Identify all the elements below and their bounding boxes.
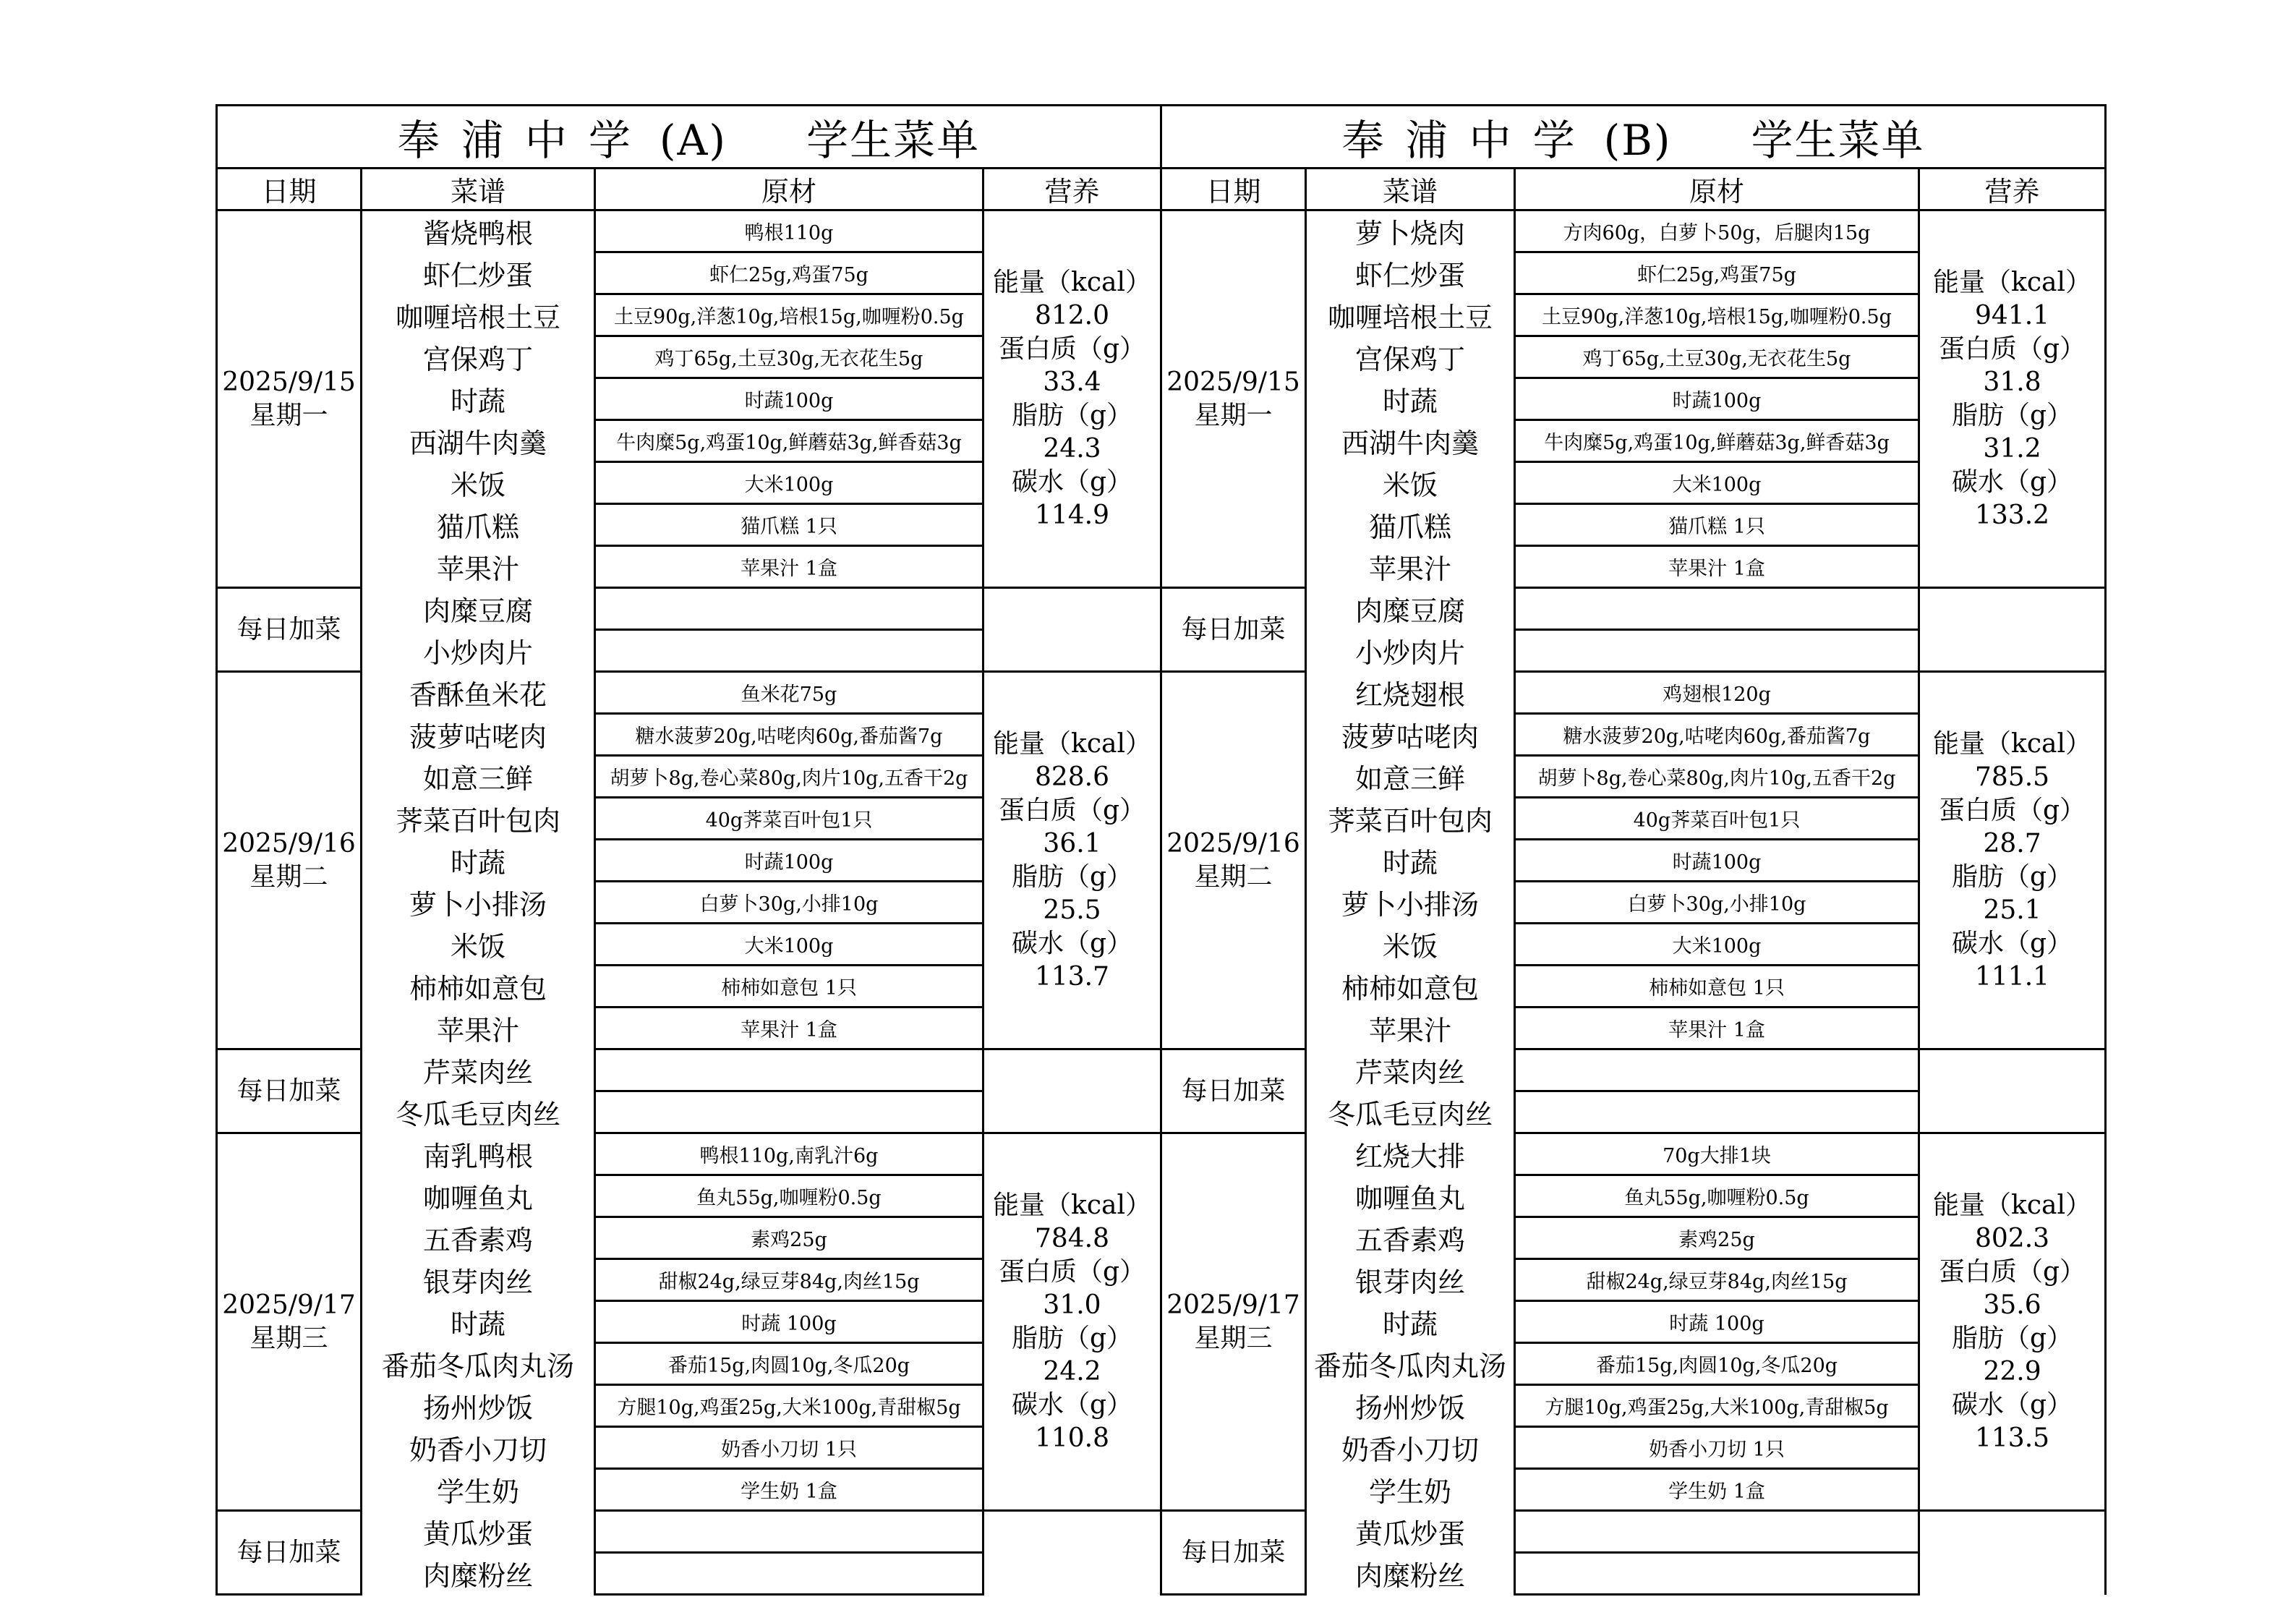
extra-ingredients bbox=[595, 1091, 983, 1133]
extra-row bbox=[217, 1511, 1161, 1553]
fat-value: 25.1 bbox=[1983, 895, 2041, 925]
dish-ingredients: 甜椒24g,绿豆芽84g,肉丝15g bbox=[1515, 1259, 1919, 1301]
fat-label: 脂肪（g） bbox=[1952, 861, 2073, 892]
dish-name: 时蔬 bbox=[362, 1301, 595, 1343]
carb-label: 碳水（g） bbox=[1952, 467, 2073, 497]
menu-title-text: 学生菜单 bbox=[1751, 116, 1925, 165]
protein-label: 蛋白质（g） bbox=[998, 795, 1146, 825]
dish-ingredients: 柿柿如意包 1只 bbox=[595, 966, 983, 1008]
protein-value: 28.7 bbox=[1983, 828, 2041, 859]
dish-ingredients: 苹果汁 1盒 bbox=[595, 546, 983, 588]
extra-row bbox=[1161, 1511, 2106, 1553]
dish-row bbox=[217, 672, 1161, 714]
extra-nutrition bbox=[1919, 1511, 2106, 1595]
dish-name: 时蔬 bbox=[1306, 840, 1515, 882]
extra-ingredients bbox=[595, 630, 983, 672]
dish-ingredients: 苹果汁 1盒 bbox=[595, 1008, 983, 1049]
dish-name: 苹果汁 bbox=[362, 1008, 595, 1049]
dish-ingredients: 番茄15g,肉圆10g,冬瓜20g bbox=[595, 1343, 983, 1385]
carb-value: 114.9 bbox=[1034, 500, 1110, 530]
dish-ingredients: 牛肉糜5g,鸡蛋10g,鲜蘑菇3g,鲜香菇3g bbox=[1515, 420, 1919, 462]
carb-label: 碳水（g） bbox=[1011, 467, 1133, 497]
extra-ingredients bbox=[1515, 588, 1919, 630]
dish-name: 五香素鸡 bbox=[362, 1217, 595, 1259]
dish-name: 学生奶 bbox=[1306, 1469, 1515, 1511]
dish-name: 猫爪糕 bbox=[362, 504, 595, 546]
dish-header: 菜谱 bbox=[1306, 169, 1515, 210]
nutrition-cell bbox=[983, 1133, 1161, 1511]
dish-name: 苹果汁 bbox=[1306, 546, 1515, 588]
dish-name: 米饭 bbox=[1306, 462, 1515, 504]
energy-label: 能量（kcal） bbox=[1933, 1190, 2091, 1220]
dish-ingredients: 鱼丸55g,咖喱粉0.5g bbox=[595, 1175, 983, 1217]
nutrition-header: 营养 bbox=[1919, 169, 2106, 210]
dish-name: 咖喱培根土豆 bbox=[362, 294, 595, 336]
protein-value: 36.1 bbox=[1043, 828, 1101, 859]
nutrition-cell bbox=[1919, 672, 2106, 1049]
extra-dish-name: 黄瓜炒蛋 bbox=[1306, 1511, 1515, 1553]
carb-value: 133.2 bbox=[1974, 500, 2050, 530]
dish-ingredients: 土豆90g,洋葱10g,培根15g,咖喱粉0.5g bbox=[1515, 294, 1919, 336]
dish-ingredients: 甜椒24g,绿豆芽84g,肉丝15g bbox=[595, 1259, 983, 1301]
dish-ingredients: 时蔬100g bbox=[1515, 378, 1919, 420]
menu-table bbox=[215, 104, 1162, 1596]
dish-name: 扬州炒饭 bbox=[362, 1385, 595, 1427]
extra-row bbox=[217, 1049, 1161, 1091]
dish-ingredients: 番茄15g,肉圆10g,冬瓜20g bbox=[1515, 1343, 1919, 1385]
dish-name: 荠菜百叶包肉 bbox=[1306, 798, 1515, 840]
dish-name: 时蔬 bbox=[362, 378, 595, 420]
extra-ingredients bbox=[595, 1511, 983, 1553]
carb-value: 111.1 bbox=[1974, 961, 2050, 992]
menu-sheet-a bbox=[215, 104, 1160, 1596]
energy-label: 能量（kcal） bbox=[1933, 728, 2091, 759]
date-text: 2025/9/15 bbox=[1166, 367, 1300, 397]
energy-value: 802.3 bbox=[1974, 1223, 2050, 1253]
dish-name: 咖喱鱼丸 bbox=[1306, 1175, 1515, 1217]
date-header: 日期 bbox=[1161, 169, 1306, 210]
dish-name: 菠萝咕咾肉 bbox=[362, 714, 595, 756]
dish-ingredients: 时蔬 100g bbox=[595, 1301, 983, 1343]
extra-ingredients bbox=[595, 588, 983, 630]
dish-ingredients: 大米100g bbox=[1515, 462, 1919, 504]
dish-ingredients: 糖水菠萝20g,咕咾肉60g,番茄酱7g bbox=[595, 714, 983, 756]
title-row bbox=[217, 106, 1161, 169]
dish-name: 扬州炒饭 bbox=[1306, 1385, 1515, 1427]
dish-ingredients: 40g荠菜百叶包1只 bbox=[1515, 798, 1919, 840]
school-name: 奉浦中学 bbox=[1341, 116, 1597, 165]
weekday-text: 星期一 bbox=[1194, 400, 1273, 430]
day-cell bbox=[1161, 210, 1306, 588]
dish-name: 西湖牛肉羹 bbox=[362, 420, 595, 462]
menu-title bbox=[217, 106, 1161, 169]
dish-ingredients: 方腿10g,鸡蛋25g,大米100g,青甜椒5g bbox=[1515, 1385, 1919, 1427]
dish-name: 虾仁炒蛋 bbox=[362, 252, 595, 294]
dish-name: 柿柿如意包 bbox=[1306, 966, 1515, 1008]
dish-ingredients: 素鸡25g bbox=[1515, 1217, 1919, 1259]
extra-dish-name: 冬瓜毛豆肉丝 bbox=[1306, 1091, 1515, 1133]
weekday-text: 星期二 bbox=[249, 861, 328, 892]
day-cell bbox=[1161, 672, 1306, 1049]
dish-ingredients: 胡萝卜8g,卷心菜80g,肉片10g,五香干2g bbox=[595, 756, 983, 798]
dish-ingredients: 时蔬100g bbox=[595, 378, 983, 420]
dish-name: 番茄冬瓜肉丸汤 bbox=[1306, 1343, 1515, 1385]
carb-value: 113.5 bbox=[1974, 1423, 2050, 1453]
dish-name: 如意三鲜 bbox=[362, 756, 595, 798]
carb-label: 碳水（g） bbox=[1011, 1389, 1133, 1420]
dish-name: 红烧大排 bbox=[1306, 1133, 1515, 1175]
dish-name: 酱烧鸭根 bbox=[362, 210, 595, 252]
extra-nutrition bbox=[1919, 1049, 2106, 1133]
dish-ingredients: 学生奶 1盒 bbox=[1515, 1469, 1919, 1511]
energy-label: 能量（kcal） bbox=[1933, 267, 2091, 297]
dish-name: 苹果汁 bbox=[1306, 1008, 1515, 1049]
extra-ingredients bbox=[1515, 1511, 1919, 1553]
dish-name: 银芽肉丝 bbox=[1306, 1259, 1515, 1301]
day-cell bbox=[1161, 1133, 1306, 1511]
extra-ingredients bbox=[1515, 1049, 1919, 1091]
dish-name: 奶香小刀切 bbox=[1306, 1427, 1515, 1469]
dish-name: 银芽肉丝 bbox=[362, 1259, 595, 1301]
dish-name: 五香素鸡 bbox=[1306, 1217, 1515, 1259]
dish-row bbox=[1161, 1133, 2106, 1175]
dish-name: 米饭 bbox=[362, 462, 595, 504]
dish-name: 西湖牛肉羹 bbox=[1306, 420, 1515, 462]
extra-nutrition bbox=[1919, 588, 2106, 672]
dish-name: 如意三鲜 bbox=[1306, 756, 1515, 798]
school-name: 奉浦中学 bbox=[397, 116, 652, 165]
extra-ingredients bbox=[595, 1553, 983, 1595]
extra-dish-name: 芹菜肉丝 bbox=[1306, 1049, 1515, 1091]
dish-name: 时蔬 bbox=[1306, 378, 1515, 420]
dish-row bbox=[1161, 672, 2106, 714]
dish-name: 米饭 bbox=[1306, 924, 1515, 966]
extra-ingredients bbox=[1515, 1091, 1919, 1133]
protein-value: 31.8 bbox=[1983, 367, 2041, 397]
dish-name: 奶香小刀切 bbox=[362, 1427, 595, 1469]
carb-label: 碳水（g） bbox=[1011, 928, 1133, 958]
dish-name: 荠菜百叶包肉 bbox=[362, 798, 595, 840]
energy-label: 能量（kcal） bbox=[993, 267, 1151, 297]
dish-name: 柿柿如意包 bbox=[362, 966, 595, 1008]
dish-ingredients: 猫爪糕 1只 bbox=[595, 504, 983, 546]
extra-ingredients bbox=[1515, 630, 1919, 672]
protein-label: 蛋白质（g） bbox=[1939, 795, 2086, 825]
protein-label: 蛋白质（g） bbox=[1939, 1256, 2086, 1287]
day-cell bbox=[217, 1133, 362, 1511]
dish-name: 菠萝咕咾肉 bbox=[1306, 714, 1515, 756]
protein-value: 31.0 bbox=[1043, 1290, 1101, 1320]
extra-row bbox=[217, 588, 1161, 630]
extra-nutrition bbox=[983, 1049, 1161, 1133]
dish-name: 咖喱鱼丸 bbox=[362, 1175, 595, 1217]
dish-row bbox=[217, 1133, 1161, 1175]
day-cell bbox=[217, 210, 362, 588]
date-text: 2025/9/15 bbox=[222, 367, 356, 397]
dish-ingredients: 鸭根110g,南乳汁6g bbox=[595, 1133, 983, 1175]
dish-name: 萝卜烧肉 bbox=[1306, 210, 1515, 252]
dish-ingredients: 白萝卜30g,小排10g bbox=[1515, 882, 1919, 924]
menu-title bbox=[1161, 106, 2106, 169]
menu-variant: (B) bbox=[1603, 116, 1672, 165]
extra-dish-name: 肉糜豆腐 bbox=[1306, 588, 1515, 630]
header-row bbox=[1161, 169, 2106, 210]
extra-ingredients bbox=[1515, 1553, 1919, 1595]
dish-name: 米饭 bbox=[362, 924, 595, 966]
menu-table bbox=[1160, 104, 2107, 1596]
ingredient-header: 原材 bbox=[1515, 169, 1919, 210]
fat-value: 22.9 bbox=[1983, 1356, 2041, 1386]
extra-dish-name: 芹菜肉丝 bbox=[362, 1049, 595, 1091]
energy-label: 能量（kcal） bbox=[993, 1190, 1151, 1220]
carb-label: 碳水（g） bbox=[1952, 1389, 2073, 1420]
dish-name: 南乳鸭根 bbox=[362, 1133, 595, 1175]
nutrition-cell bbox=[1919, 210, 2106, 588]
title-row bbox=[1161, 106, 2106, 169]
dish-name: 咖喱培根土豆 bbox=[1306, 294, 1515, 336]
dish-name: 宫保鸡丁 bbox=[1306, 336, 1515, 378]
dish-row bbox=[217, 210, 1161, 252]
dish-ingredients: 猫爪糕 1只 bbox=[1515, 504, 1919, 546]
dish-ingredients: 时蔬100g bbox=[595, 840, 983, 882]
dish-ingredients: 方腿10g,鸡蛋25g,大米100g,青甜椒5g bbox=[595, 1385, 983, 1427]
extra-row bbox=[1161, 1049, 2106, 1091]
dish-ingredients: 苹果汁 1盒 bbox=[1515, 546, 1919, 588]
extra-dish-name: 黄瓜炒蛋 bbox=[362, 1511, 595, 1553]
fat-label: 脂肪（g） bbox=[1952, 400, 2073, 430]
dish-name: 宫保鸡丁 bbox=[362, 336, 595, 378]
fat-value: 31.2 bbox=[1983, 433, 2041, 464]
extra-dish-name: 肉糜粉丝 bbox=[362, 1553, 595, 1595]
nutrition-cell bbox=[983, 672, 1161, 1049]
dish-ingredients: 鱼丸55g,咖喱粉0.5g bbox=[1515, 1175, 1919, 1217]
dish-name: 时蔬 bbox=[1306, 1301, 1515, 1343]
dish-ingredients: 奶香小刀切 1只 bbox=[1515, 1427, 1919, 1469]
extra-dish-name: 冬瓜毛豆肉丝 bbox=[362, 1091, 595, 1133]
energy-value: 828.6 bbox=[1034, 762, 1110, 792]
dish-ingredients: 糖水菠萝20g,咕咾肉60g,番茄酱7g bbox=[1515, 714, 1919, 756]
dish-ingredients: 白萝卜30g,小排10g bbox=[595, 882, 983, 924]
dish-ingredients: 大米100g bbox=[595, 924, 983, 966]
dish-ingredients: 胡萝卜8g,卷心菜80g,肉片10g,五香干2g bbox=[1515, 756, 1919, 798]
day-cell bbox=[217, 672, 362, 1049]
menu-sheet-b bbox=[1160, 104, 2104, 1596]
dish-ingredients: 素鸡25g bbox=[595, 1217, 983, 1259]
header-row bbox=[217, 169, 1161, 210]
dish-ingredients: 大米100g bbox=[1515, 924, 1919, 966]
dish-ingredients: 奶香小刀切 1只 bbox=[595, 1427, 983, 1469]
fat-label: 脂肪（g） bbox=[1011, 861, 1133, 892]
dish-ingredients: 虾仁25g,鸡蛋75g bbox=[1515, 252, 1919, 294]
ingredient-header: 原材 bbox=[595, 169, 983, 210]
extra-label: 每日加菜 bbox=[1161, 588, 1306, 672]
weekday-text: 星期三 bbox=[249, 1323, 328, 1353]
dish-name: 萝卜小排汤 bbox=[362, 882, 595, 924]
extra-dish-name: 肉糜粉丝 bbox=[1306, 1553, 1515, 1595]
dish-ingredients: 学生奶 1盒 bbox=[595, 1469, 983, 1511]
extra-dish-name: 小炒肉片 bbox=[1306, 630, 1515, 672]
date-text: 2025/9/16 bbox=[222, 828, 356, 859]
energy-value: 784.8 bbox=[1034, 1223, 1110, 1253]
dish-ingredients: 鸡丁65g,土豆30g,无衣花生5g bbox=[595, 336, 983, 378]
extra-label: 每日加菜 bbox=[217, 1049, 362, 1133]
dish-ingredients: 虾仁25g,鸡蛋75g bbox=[595, 252, 983, 294]
protein-label: 蛋白质（g） bbox=[998, 333, 1146, 364]
energy-value: 941.1 bbox=[1974, 300, 2050, 331]
extra-ingredients bbox=[595, 1049, 983, 1091]
fat-value: 25.5 bbox=[1043, 895, 1101, 925]
extra-nutrition bbox=[983, 1511, 1161, 1595]
dish-ingredients: 70g大排1块 bbox=[1515, 1133, 1919, 1175]
nutrition-header: 营养 bbox=[983, 169, 1161, 210]
energy-value: 812.0 bbox=[1034, 300, 1110, 331]
protein-value: 35.6 bbox=[1983, 1290, 2041, 1320]
carb-label: 碳水（g） bbox=[1952, 928, 2073, 958]
dish-name: 香酥鱼米花 bbox=[362, 672, 595, 714]
menu-variant: (A) bbox=[659, 116, 727, 165]
nutrition-cell bbox=[983, 210, 1161, 588]
dish-ingredients: 鱼米花75g bbox=[595, 672, 983, 714]
date-text: 2025/9/16 bbox=[1166, 828, 1300, 859]
dish-ingredients: 大米100g bbox=[595, 462, 983, 504]
extra-label: 每日加菜 bbox=[217, 588, 362, 672]
carb-value: 110.8 bbox=[1034, 1423, 1110, 1453]
nutrition-cell bbox=[1919, 1133, 2106, 1511]
dish-ingredients: 方肉60g，白萝卜50g，后腿肉15g bbox=[1515, 210, 1919, 252]
dish-name: 番茄冬瓜肉丸汤 bbox=[362, 1343, 595, 1385]
dish-name: 萝卜小排汤 bbox=[1306, 882, 1515, 924]
weekday-text: 星期一 bbox=[249, 400, 328, 430]
dish-name: 时蔬 bbox=[362, 840, 595, 882]
protein-label: 蛋白质（g） bbox=[998, 1256, 1146, 1287]
extra-label: 每日加菜 bbox=[1161, 1049, 1306, 1133]
fat-value: 24.3 bbox=[1043, 433, 1101, 464]
extra-row bbox=[1161, 588, 2106, 630]
dish-ingredients: 鸡丁65g,土豆30g,无衣花生5g bbox=[1515, 336, 1919, 378]
menu-title-text: 学生菜单 bbox=[806, 116, 981, 165]
energy-label: 能量（kcal） bbox=[993, 728, 1151, 759]
date-header: 日期 bbox=[217, 169, 362, 210]
weekday-text: 星期三 bbox=[1194, 1323, 1273, 1353]
dish-ingredients: 时蔬 100g bbox=[1515, 1301, 1919, 1343]
fat-value: 24.2 bbox=[1043, 1356, 1101, 1386]
dish-name: 猫爪糕 bbox=[1306, 504, 1515, 546]
dish-ingredients: 牛肉糜5g,鸡蛋10g,鲜蘑菇3g,鲜香菇3g bbox=[595, 420, 983, 462]
carb-value: 113.7 bbox=[1034, 961, 1110, 992]
dish-ingredients: 土豆90g,洋葱10g,培根15g,咖喱粉0.5g bbox=[595, 294, 983, 336]
weekday-text: 星期二 bbox=[1194, 861, 1273, 892]
dish-ingredients: 时蔬100g bbox=[1515, 840, 1919, 882]
dish-ingredients: 鸡翅根120g bbox=[1515, 672, 1919, 714]
date-text: 2025/9/17 bbox=[1166, 1290, 1300, 1320]
dish-name: 虾仁炒蛋 bbox=[1306, 252, 1515, 294]
dish-ingredients: 鸭根110g bbox=[595, 210, 983, 252]
dish-name: 苹果汁 bbox=[362, 546, 595, 588]
extra-dish-name: 小炒肉片 bbox=[362, 630, 595, 672]
fat-label: 脂肪（g） bbox=[1011, 400, 1133, 430]
dish-name: 学生奶 bbox=[362, 1469, 595, 1511]
extra-label: 每日加菜 bbox=[1161, 1511, 1306, 1595]
dish-header: 菜谱 bbox=[362, 169, 595, 210]
dish-row bbox=[1161, 210, 2106, 252]
extra-dish-name: 肉糜豆腐 bbox=[362, 588, 595, 630]
energy-value: 785.5 bbox=[1974, 762, 2050, 792]
protein-label: 蛋白质（g） bbox=[1939, 333, 2086, 364]
dish-name: 红烧翅根 bbox=[1306, 672, 1515, 714]
date-text: 2025/9/17 bbox=[222, 1290, 356, 1320]
fat-label: 脂肪（g） bbox=[1952, 1323, 2073, 1353]
dish-ingredients: 40g荠菜百叶包1只 bbox=[595, 798, 983, 840]
fat-label: 脂肪（g） bbox=[1011, 1323, 1133, 1353]
extra-label: 每日加菜 bbox=[217, 1511, 362, 1595]
protein-value: 33.4 bbox=[1043, 367, 1101, 397]
dish-ingredients: 柿柿如意包 1只 bbox=[1515, 966, 1919, 1008]
extra-nutrition bbox=[983, 588, 1161, 672]
dish-ingredients: 苹果汁 1盒 bbox=[1515, 1008, 1919, 1049]
